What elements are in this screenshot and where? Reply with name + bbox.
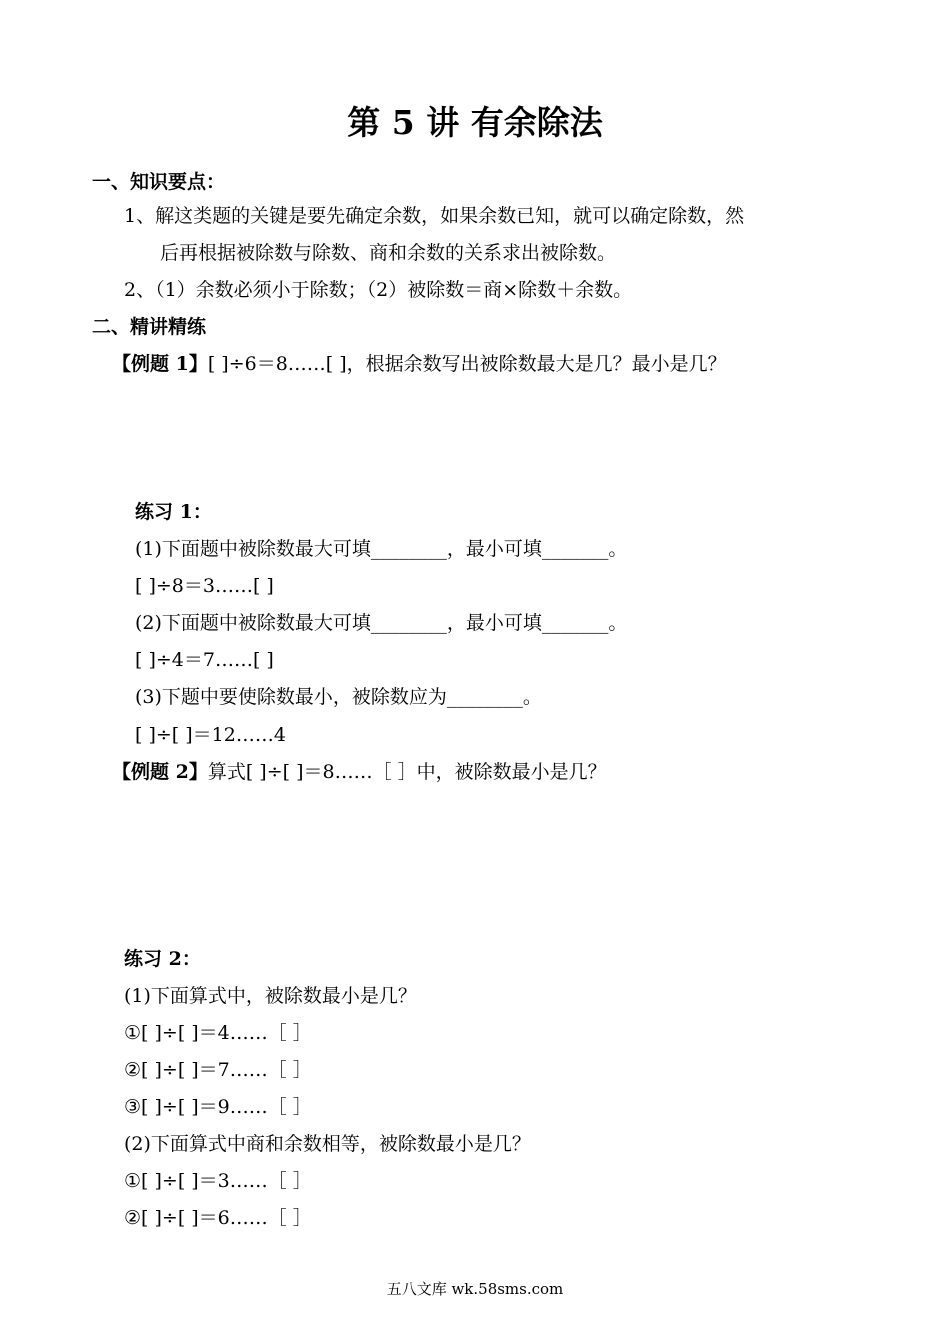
practice-1-line: (3)下题中要使除数最小，被除数应为________。 [135,686,542,708]
section-heading-practice: 二、精讲精练 [92,316,207,338]
practice-2-line: ①[ ]÷[ ]＝3……［ ］ [124,1170,312,1192]
practice-1-line: [ ]÷[ ]＝12……4 [135,724,286,746]
practice-1-line: [ ]÷8＝3……[ ] [135,575,274,597]
page-title: 第 5 讲 有余除法 [347,103,603,142]
practice-1-line: [ ]÷4＝7……[ ] [135,649,274,671]
example-1 [112,353,727,376]
practice-1-heading: 练习 1： [135,501,212,523]
practice-1-line: (1)下面题中被除数最大可填________，最小可填_______。 [135,538,628,560]
page-footer: 五八文库 wk.58sms.com [386,1280,564,1298]
practice-2-heading: 练习 2： [124,948,201,970]
practice-2-line: (2)下面算式中商和余数相等，被除数最小是几？ [124,1133,531,1155]
practice-2-line: ①[ ]÷[ ]＝4……［ ］ [124,1022,312,1044]
practice-2-line: (1)下面算式中，被除数最小是几？ [124,985,417,1007]
practice-2-line: ②[ ]÷[ ]＝7……［ ］ [124,1059,312,1081]
example-1-text: [ ]÷6＝8……[ ]，根据余数写出被除数最大是几？最小是几？ [207,353,727,375]
section-heading-knowledge: 一、知识要点： [92,171,226,193]
example-2 [112,761,607,784]
knowledge-point-1-line-1: 1、解这类题的关键是要先确定余数，如果余数已知，就可以确定除数，然 [124,205,745,227]
example-2-text: 算式[ ]÷[ ]＝8……［ ］中，被除数最小是几？ [207,761,607,783]
practice-1-line: (2)下面题中被除数最大可填________，最小可填_______。 [135,612,628,634]
practice-2-line: ②[ ]÷[ ]＝6……［ ］ [124,1207,312,1229]
knowledge-point-2: 2、（1）余数必须小于除数；（2）被除数＝商×除数＋余数。 [124,279,633,301]
example-2-label: 【例题 2】 [112,761,208,783]
knowledge-point-1-line-2: 后再根据被除数与除数、商和余数的关系求出被除数。 [160,242,617,264]
example-1-label: 【例题 1】 [112,353,208,375]
practice-2-line: ③[ ]÷[ ]＝9……［ ］ [124,1096,312,1118]
